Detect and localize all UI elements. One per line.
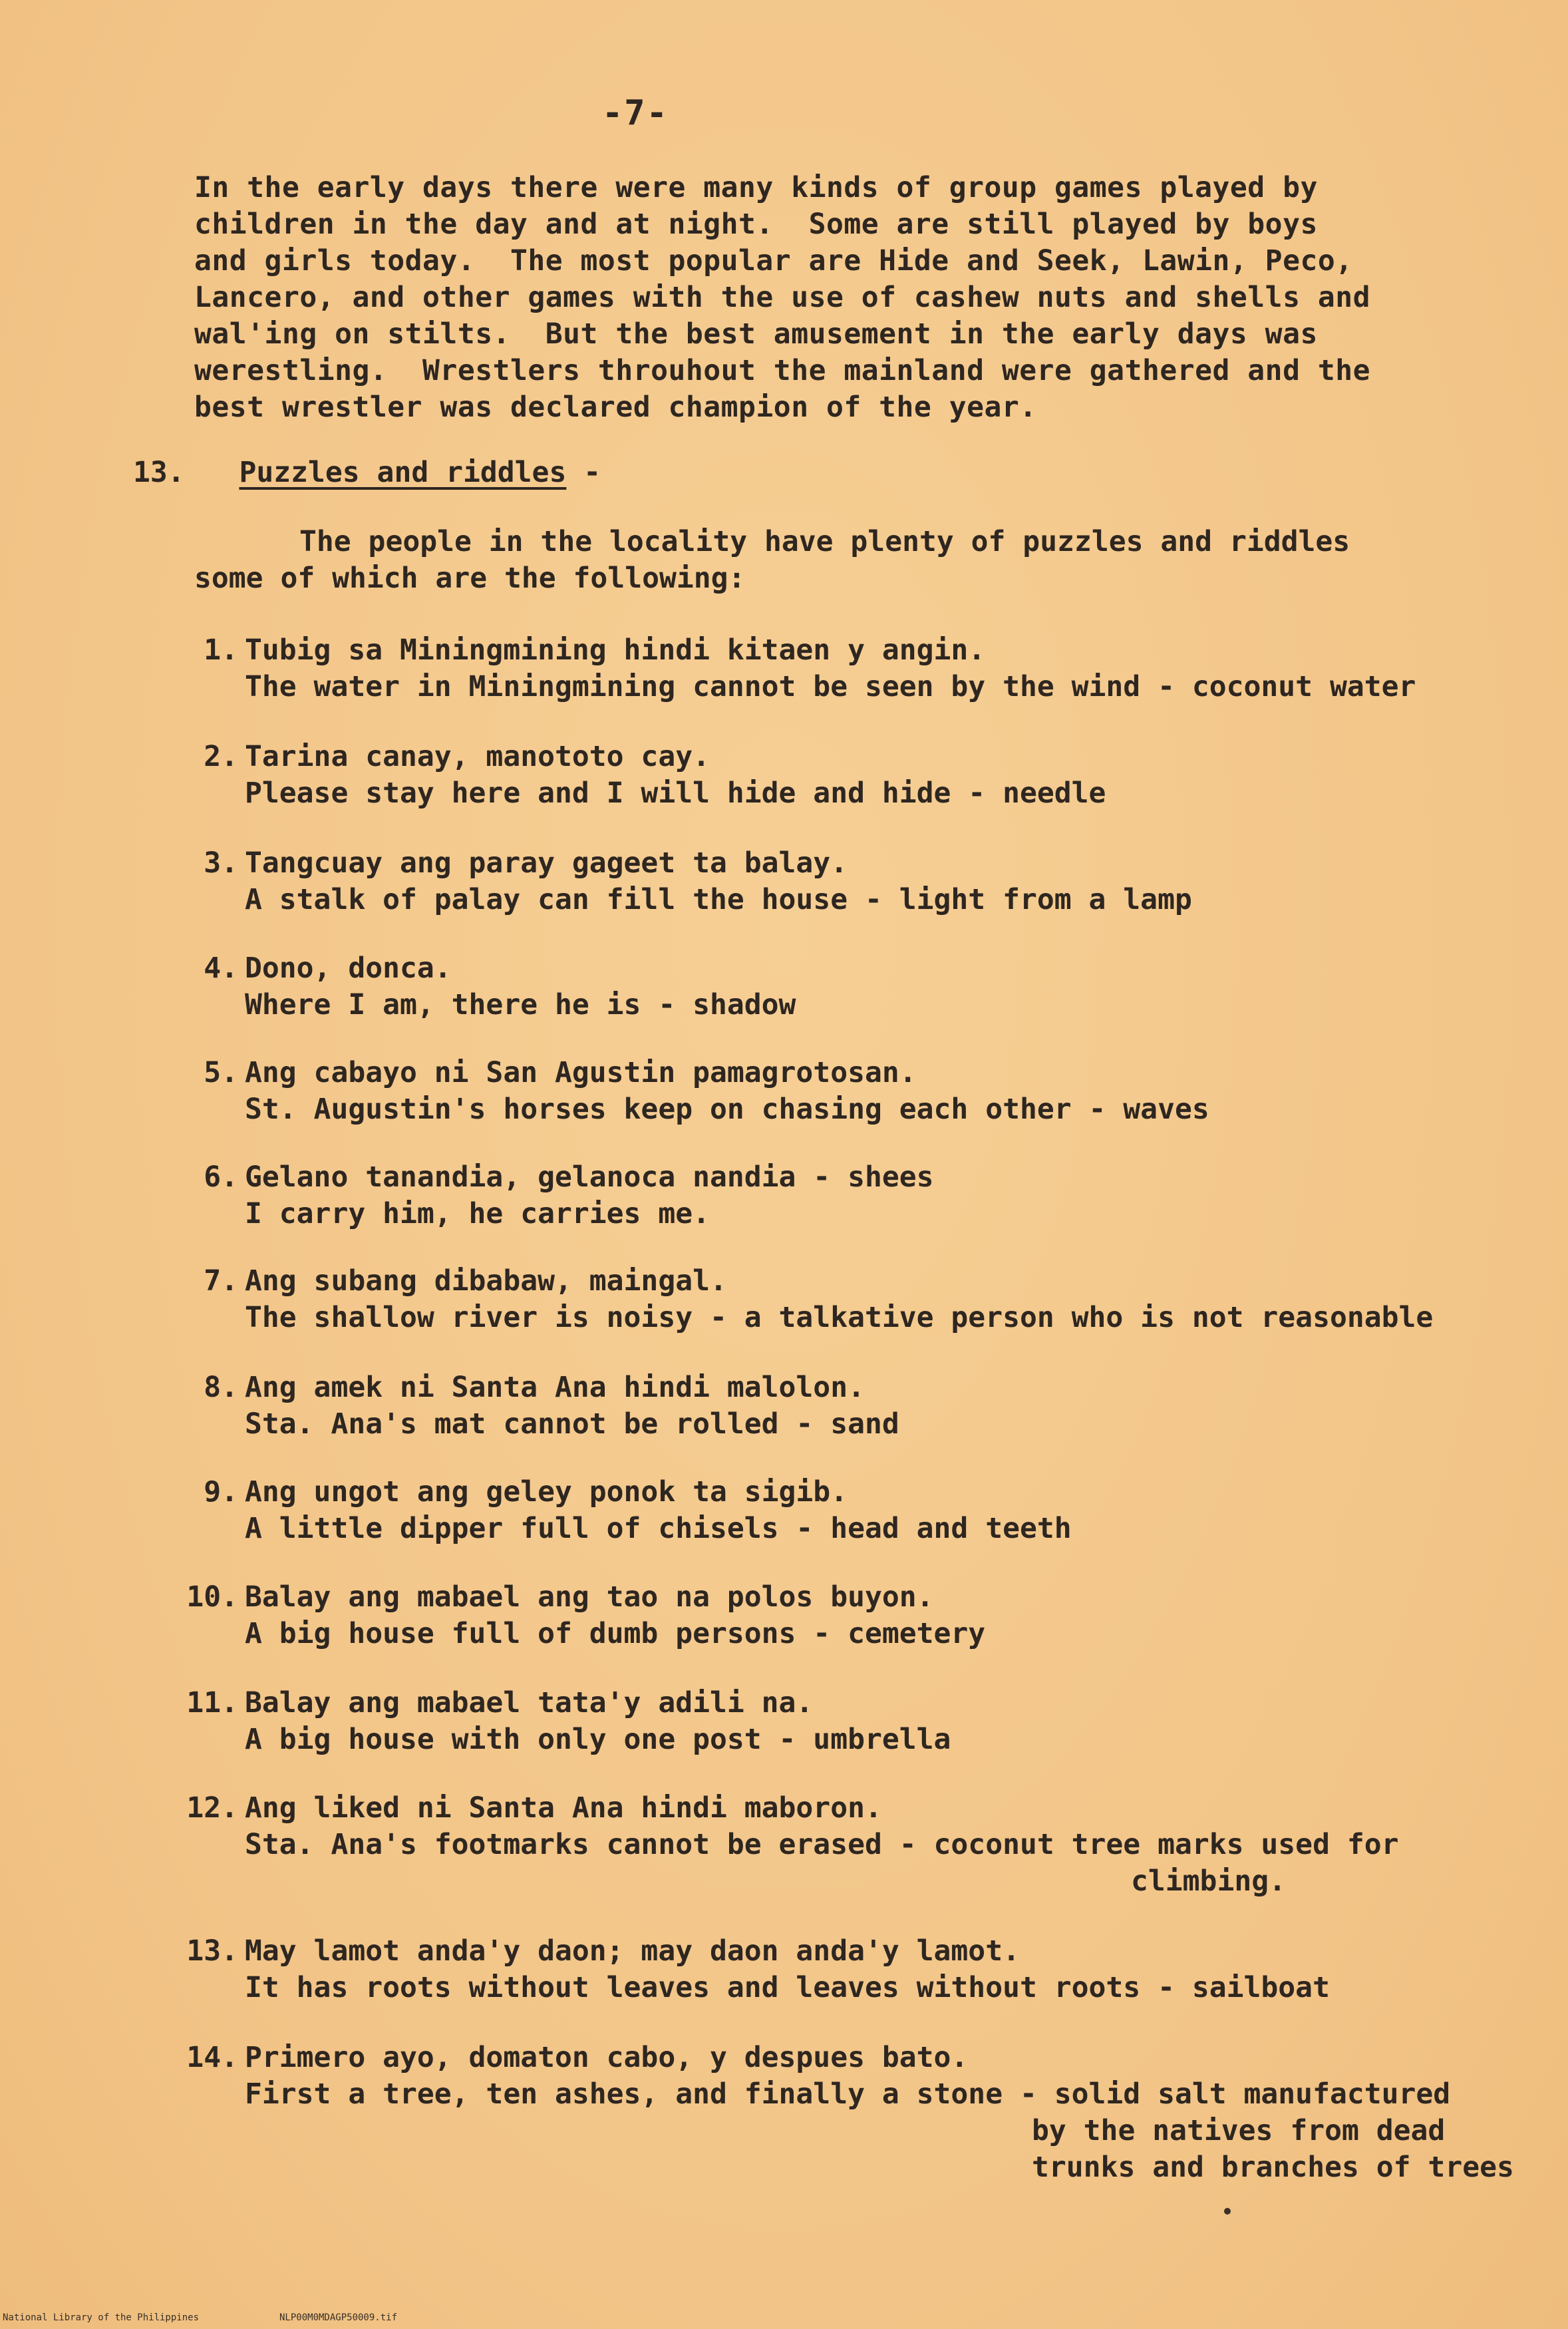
riddle-text: Ang amek ni Santa Ana hindi malolon.: [245, 1371, 865, 1404]
riddle-item: [204, 1263, 1434, 1336]
riddle-item: [204, 632, 1416, 705]
riddle-number: 12.: [186, 1791, 238, 1825]
riddle-answer-continuation: by the natives from dead: [1032, 2114, 1446, 2147]
riddle-translation: A little dipper full of chisels - head and teeth: [245, 1512, 1072, 1545]
riddle-text: Tangcuay ang paray gageet ta balay.: [245, 846, 848, 880]
riddle-number: 5.: [204, 1056, 238, 1089]
ink-dot: [1224, 2208, 1231, 2215]
riddle-item: [204, 1055, 1209, 1128]
section-dash: -: [566, 456, 601, 489]
riddle-number: 8.: [204, 1371, 238, 1404]
intro-paragraph: [194, 170, 1491, 426]
riddle-item: [204, 950, 796, 1023]
riddle-number: 11.: [186, 1686, 238, 1719]
paragraph-line: children in the day and at night. Some are still played by boys: [194, 208, 1318, 241]
riddle-item: [186, 1790, 1399, 1900]
paragraph-line: werestling. Wrestlers throuhout the mainland were gathered and the: [194, 354, 1371, 387]
riddle-answer-continuation: climbing.: [1131, 1865, 1286, 1898]
riddle-text: Dono, donca.: [245, 952, 452, 985]
paragraph-line: wal'ing on stilts. But the best amusement in the early days was: [194, 317, 1318, 351]
riddle-number: 4.: [204, 952, 238, 985]
riddle-translation: A stalk of palay can fill the house - light from a lamp: [245, 883, 1192, 916]
riddle-number: 7.: [204, 1264, 238, 1298]
riddle-translation: The water in Miningmining cannot be seen by the wind - coconut water: [245, 670, 1416, 703]
riddle-number: 9.: [204, 1475, 238, 1509]
riddle-number: 10.: [186, 1580, 238, 1614]
riddle-item: [204, 739, 1106, 812]
section-intro-line: some of which are the following:: [194, 562, 746, 595]
riddle-translation: The shallow river is noisy - a talkative person who is not reasonable: [245, 1301, 1434, 1334]
riddle-translation: Where I am, there he is - shadow: [245, 988, 796, 1021]
paragraph-line: best wrestler was declared champion of the year.: [194, 391, 1037, 424]
paragraph-line: and girls today. The most popular are Hide and Seek, Lawin, Peco,: [194, 244, 1353, 277]
footer-library: National Library of the Philippines: [3, 2312, 200, 2323]
riddle-text: Ang liked ni Santa Ana hindi maboron.: [245, 1791, 882, 1825]
riddle-text: Tarina canay, manototo cay.: [245, 740, 710, 773]
riddle-number: 14.: [186, 2041, 238, 2074]
riddle-translation: I carry him, he carries me.: [245, 1197, 710, 1230]
riddle-translation: St. Augustin's horses keep on chasing each other - waves: [245, 1093, 1209, 1126]
riddle-item: [204, 1369, 899, 1443]
section-title: Puzzles and riddles: [239, 456, 567, 489]
page-number: -7-: [602, 93, 669, 133]
riddle-item: [186, 1933, 1330, 2006]
footer-file: NLP00M0MDAGP50009.tif: [279, 2312, 398, 2323]
riddle-number: 1.: [204, 633, 238, 667]
riddle-translation: First a tree, ten ashes, and finally a stone - solid salt manufactured: [245, 2077, 1451, 2111]
riddle-number: 3.: [204, 846, 238, 880]
riddle-translation: Sta. Ana's footmarks cannot be erased - coconut tree marks used for: [245, 1828, 1399, 1861]
riddle-item: [186, 1685, 951, 1758]
riddle-text: Tubig sa Miningmining hindi kitaen y angin.: [245, 633, 986, 667]
riddle-translation: It has roots without leaves and leaves without roots - sailboat: [245, 1971, 1330, 2004]
riddle-number: 2.: [204, 740, 238, 773]
section-number: 13.: [133, 456, 185, 489]
riddle-text: May lamot anda'y daon; may daon anda'y lamot.: [245, 1934, 1020, 1968]
paragraph-line: In the early days there were many kinds of group games played by: [194, 171, 1318, 204]
riddle-translation: Sta. Ana's mat cannot be rolled - sand: [245, 1407, 899, 1441]
riddle-text: Ang cabayo ni San Agustin pamagrotosan.: [245, 1056, 917, 1089]
riddle-text: Ang ungot ang geley ponok ta sigib.: [245, 1475, 848, 1509]
paragraph-line: Lancero, and other games with the use of cashew nuts and shells and: [194, 281, 1371, 314]
riddle-answer-continuation: trunks and branches of trees: [1032, 2151, 1514, 2184]
riddle-item: [186, 1579, 986, 1652]
riddle-text: Primero ayo, domaton cabo, y despues bato.: [245, 2041, 969, 2074]
section-heading: [133, 456, 601, 489]
riddle-text: Balay ang mabael ang tao na polos buyon.: [245, 1580, 934, 1614]
riddle-item: [204, 1474, 1072, 1547]
riddle-text: Ang subang dibabaw, maingal.: [245, 1264, 727, 1298]
riddle-translation: Please stay here and I will hide and hide - needle: [245, 777, 1106, 810]
riddle-number: 13.: [186, 1934, 238, 1968]
riddle-item: [204, 1159, 934, 1232]
riddle-item: [204, 845, 1192, 918]
riddle-translation: A big house with only one post - umbrella: [245, 1723, 951, 1756]
riddle-text: Balay ang mabael tata'y adili na.: [245, 1686, 814, 1719]
riddle-text: Gelano tanandia, gelanoca nandia - shees: [245, 1161, 934, 1194]
riddle-item: [186, 2040, 1514, 2186]
section-intro-line: The people in the locality have plenty of puzzles and riddles: [299, 525, 1350, 558]
riddle-number: 6.: [204, 1161, 238, 1194]
section-intro: [194, 524, 1350, 597]
riddle-translation: A big house full of dumb persons - cemetery: [245, 1617, 986, 1650]
